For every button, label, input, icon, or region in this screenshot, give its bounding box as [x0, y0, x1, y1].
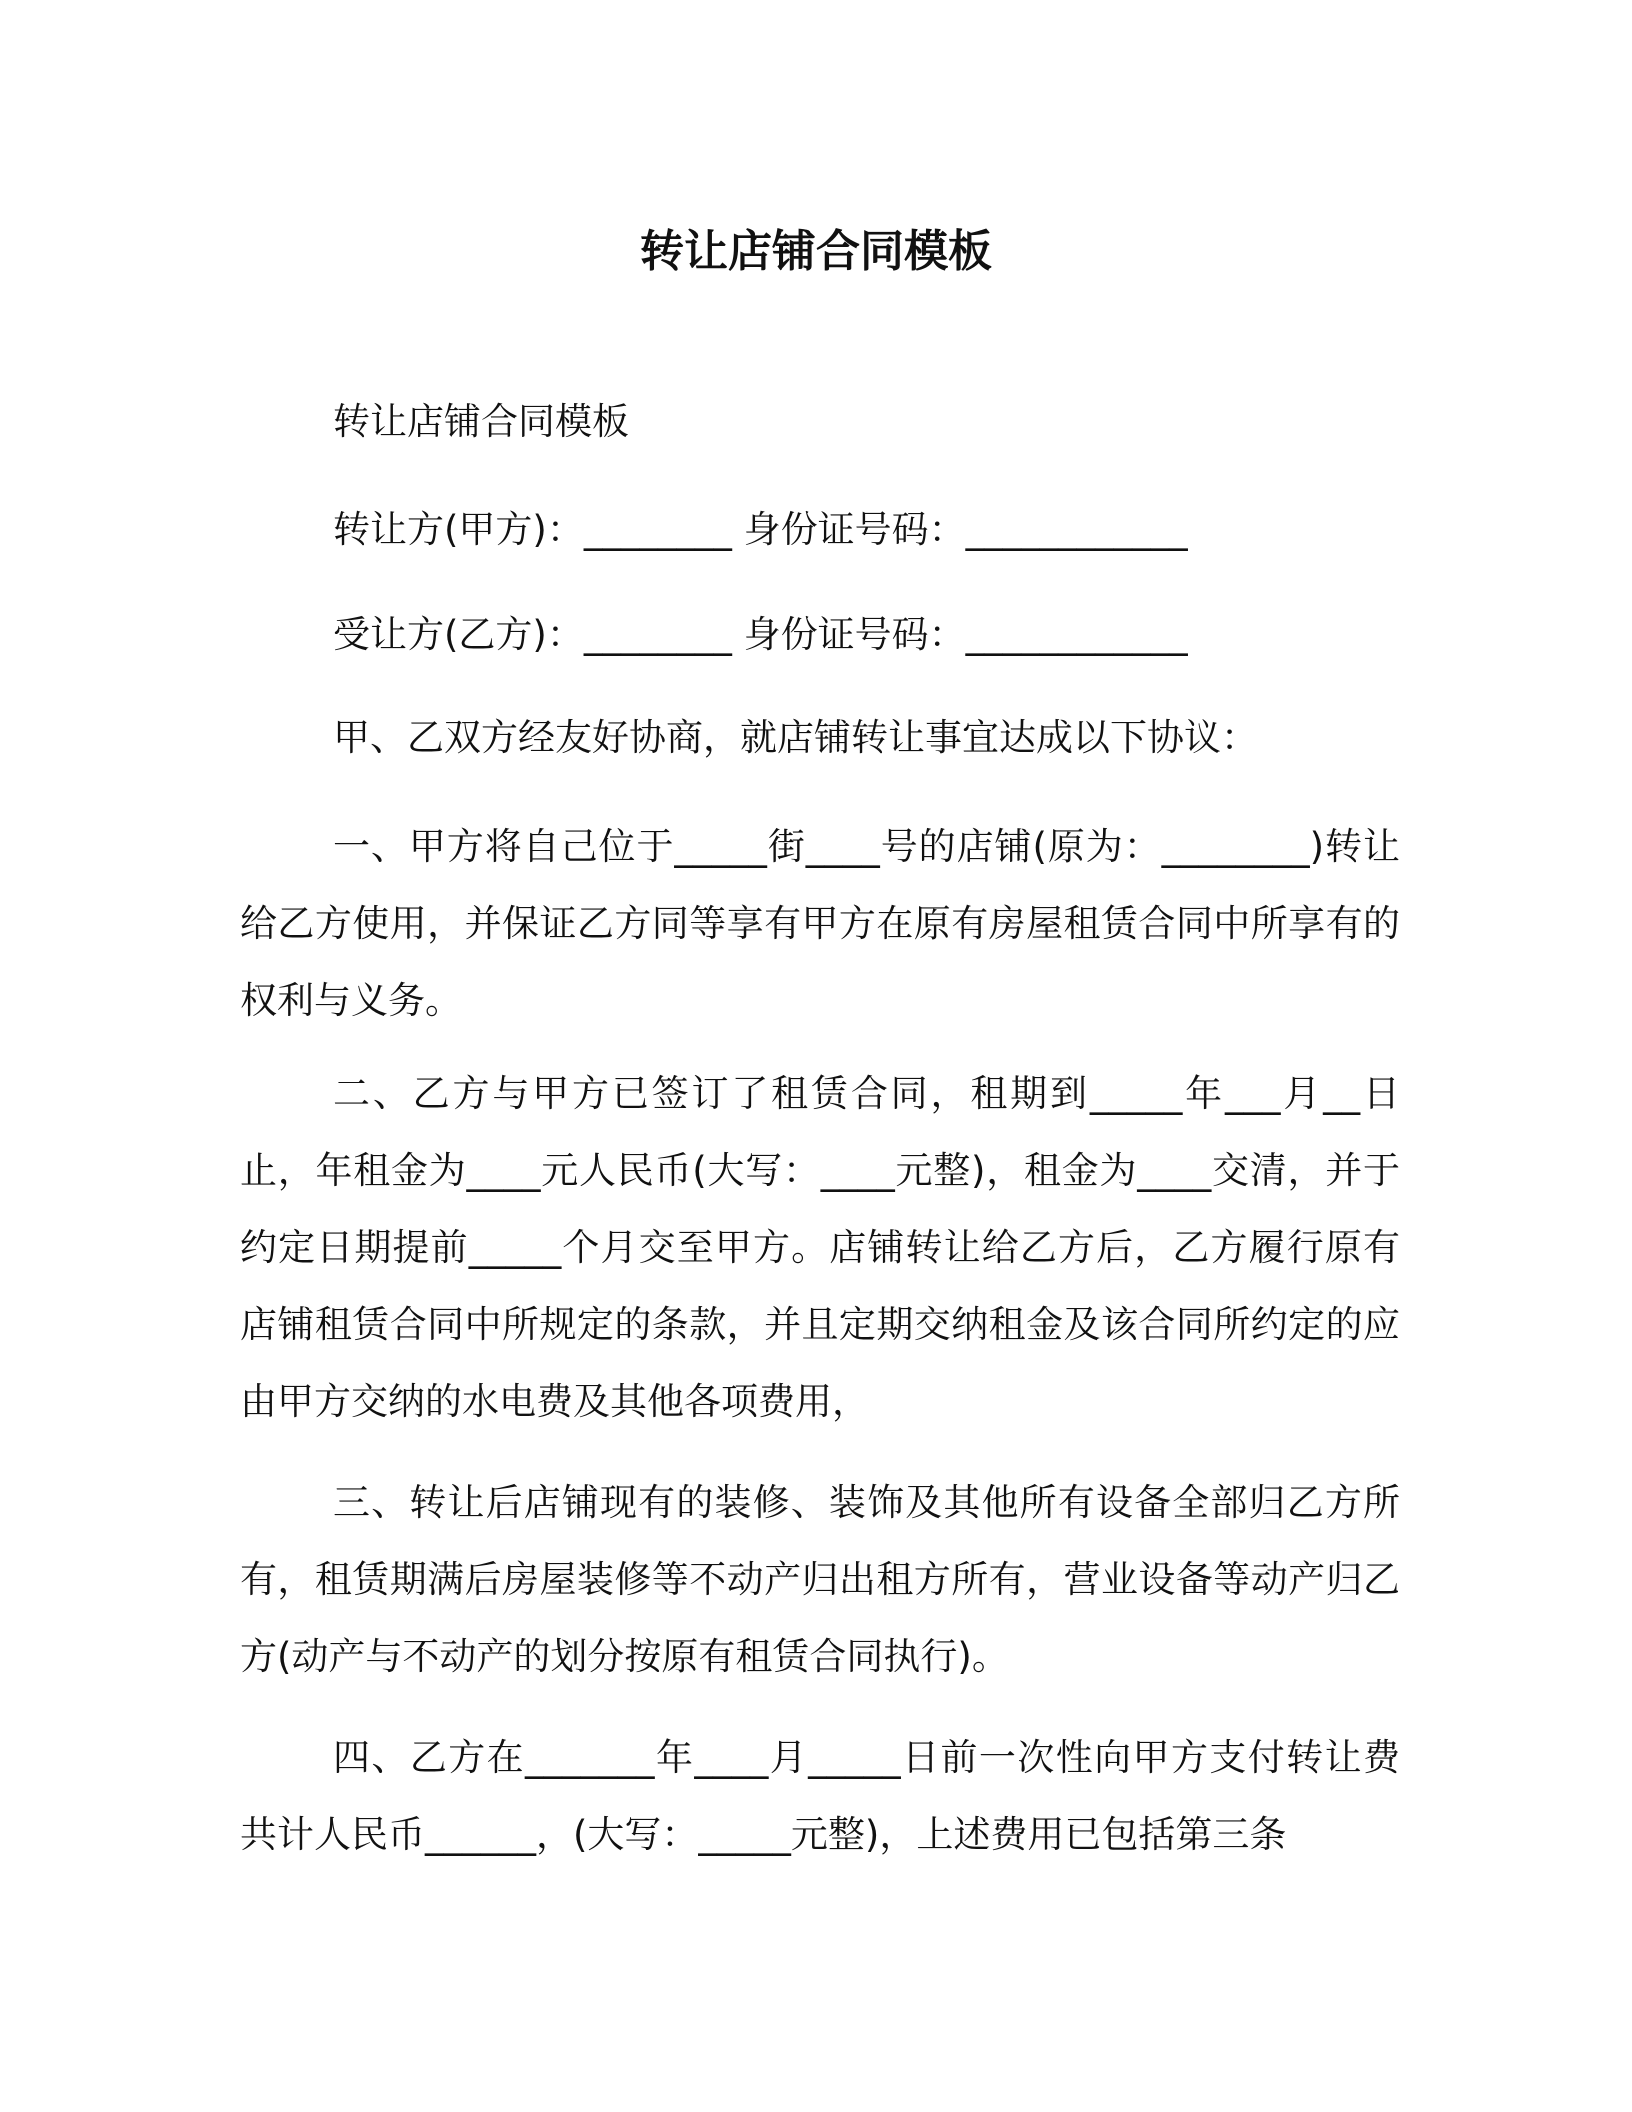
document-subtitle: 转让店铺合同模板: [333, 400, 629, 443]
clause-4: 四、乙方在_______年____月_____日前一次性向甲方支付转让费共计人民币______，(大写：_____元整)，上述费用已包括第三条: [240, 1736, 1400, 1856]
clause-1: 一、甲方将自己位于_____街____号的店铺(原为：________)转让给乙方使用，并保证乙方同等享有甲方在原有房屋租赁合同中所享有的权利与义务。: [240, 825, 1400, 1022]
party-b-line: 受让方(乙方)：________ 身份证号码：____________: [333, 613, 1188, 656]
document-title: 转让店铺合同模板: [640, 226, 992, 277]
clause-3: 三、转让后店铺现有的装修、装饰及其他所有设备全部归乙方所有，租赁期满后房屋装修等不动产归出租方所有，营业设备等动产归乙方(动产与不动产的划分按原有租赁合同执行)。: [240, 1481, 1400, 1678]
clause-2: 二、乙方与甲方已签订了租赁合同，租期到_____年___月__日止，年租金为____元人民币(大写：____元整)，租金为____交清，并于约定日期提前_____个月交至甲方。店铺转让给乙方后，乙方履行原有店铺租赁合同中所规定的条款，并且定期交纳租金及该合同所约定的应由甲方交纳的水电费及其他各项费用，: [240, 1072, 1400, 1423]
party-a-line: 转让方(甲方)：________ 身份证号码：____________: [333, 508, 1188, 551]
intro-line: 甲、乙双方经友好协商，就店铺转让事宜达成以下协议：: [333, 716, 1258, 759]
